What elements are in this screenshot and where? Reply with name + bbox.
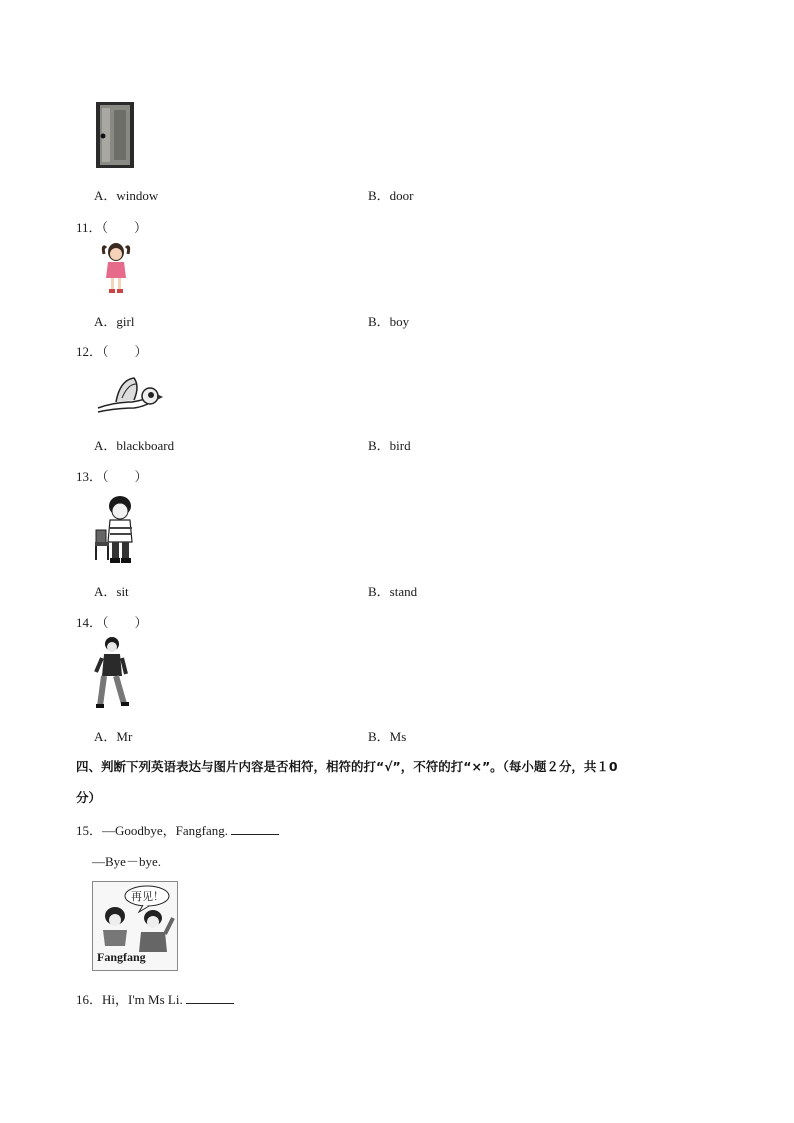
q12-number: 12．（ ） — [76, 344, 148, 359]
q15-dialogue-1: 15．—Goodbye，Fangfang. — [76, 823, 229, 838]
q14-option-a[interactable]: A．Mr — [94, 729, 133, 744]
q11-number: 11．（ ） — [76, 220, 148, 235]
speech-bubble-text: 再见！ — [131, 890, 164, 903]
q15-dialogue-2: —Bye－bye. — [92, 854, 161, 869]
q13-number: 13．（ ） — [76, 469, 148, 484]
section-4-heading-cont: 分） — [76, 790, 102, 805]
picture-caption: Fangfang — [97, 950, 146, 964]
q15-answer-blank[interactable] — [231, 822, 279, 835]
q14-number: 14．（ ） — [76, 615, 148, 630]
man-walking-picture — [94, 636, 130, 712]
q10-option-a[interactable]: A．window — [94, 188, 159, 203]
boy-standing-by-chair-picture — [92, 494, 140, 566]
q12-option-b[interactable]: B．bird — [368, 438, 411, 453]
section-4-heading: 四、判断下列英语表达与图片内容是否相符，相符的打“√”，不符的打“×”。（每小题２分，共１0 — [76, 759, 618, 774]
q11-option-b[interactable]: B．boy — [368, 314, 410, 329]
door-picture — [92, 100, 138, 170]
girl-picture — [100, 240, 132, 296]
q16-line1 — [76, 989, 234, 1008]
q10-option-b[interactable]: B．door — [368, 188, 414, 203]
q13-option-b[interactable]: B．stand — [368, 584, 418, 599]
q13-option-a[interactable]: A．sit — [94, 584, 129, 599]
q12-option-a[interactable]: A．blackboard — [94, 438, 175, 453]
q16-sentence: 16．Hi，I'm Ms Li. — [76, 992, 183, 1007]
bird-picture — [94, 372, 164, 418]
two-children-saying-goodbye-picture — [92, 881, 178, 971]
q11-option-a[interactable]: A．girl — [94, 314, 135, 329]
q16-answer-blank[interactable] — [186, 991, 234, 1004]
q15-line1 — [76, 820, 279, 839]
q14-option-b[interactable]: B．Ms — [368, 729, 407, 744]
